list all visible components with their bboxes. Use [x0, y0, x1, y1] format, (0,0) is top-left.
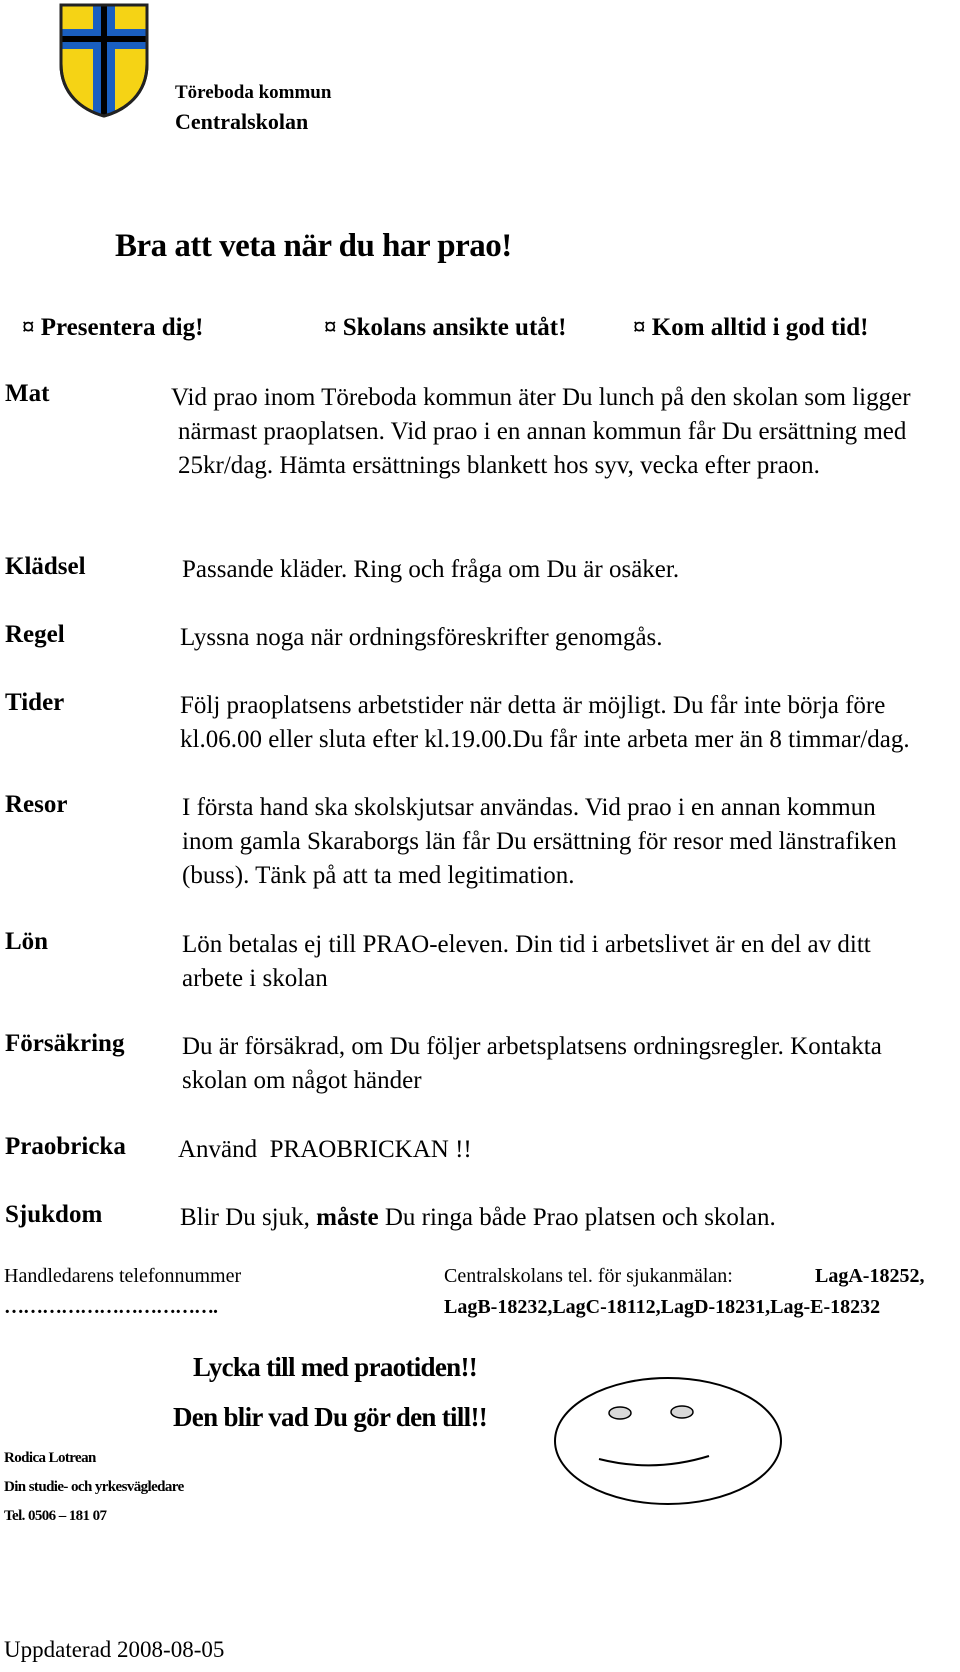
slogan-ansikte: ¤ Skolans ansikte utåt!: [324, 314, 567, 341]
closing-line-1: Lycka till med praotiden!!: [193, 1352, 478, 1382]
page-title: Bra att veta när du har prao!: [115, 228, 512, 264]
org-name: Töreboda kommun: [175, 82, 332, 103]
section-label-tider: Tider: [5, 689, 65, 716]
section-text-kladsel: Passande kläder. Ring och fråga om Du är osäker.: [182, 556, 680, 583]
smiley-face-icon: [552, 1375, 784, 1507]
coat-of-arms-icon: [58, 2, 150, 118]
signature-role: Din studie- och yrkesvägledare: [4, 1479, 184, 1495]
sick-report-label: Centralskolans tel. för sjukanmälan:: [444, 1265, 733, 1287]
slogan-tid: ¤ Kom alltid i god tid!: [633, 314, 869, 341]
closing-line-2: Den blir vad Du gör den till!!: [173, 1402, 488, 1432]
section-label-sjukdom: Sjukdom: [5, 1201, 103, 1228]
section-label-regel: Regel: [5, 621, 65, 648]
section-text-regel: Lyssna noga när ordningsföreskrifter genomgås.: [180, 624, 663, 651]
section-label-mat: Mat: [5, 380, 50, 407]
section-text-praobricka: Använd PRAOBRICKAN !!: [178, 1136, 472, 1163]
school-name: Centralskolan: [175, 109, 309, 134]
section-text-tider: Följ praoplatsens arbetstider när detta är möjligt. Du får inte börja före kl.06.00 eller sluta efter kl.19.00.Du får inte arbeta mer än 8 timmar/dag.: [180, 692, 910, 753]
section-text-lon: Lön betalas ej till PRAO-eleven. Din tid i arbetslivet är en del av ditt arbete i skolan: [182, 931, 871, 992]
handledare-phone-label: Handledarens telefonnummer: [4, 1265, 242, 1287]
section-label-praobricka: Praobricka: [5, 1133, 126, 1160]
sick-report-phone-a: LagA-18252,: [815, 1265, 925, 1287]
signature-name: Rodica Lotrean: [4, 1450, 96, 1466]
section-text-forsakring: Du är försäkrad, om Du följer arbetsplatsens ordningsregler. Kontakta skolan om något händer: [182, 1033, 882, 1094]
updated-date: Uppdaterad 2008-08-05: [4, 1637, 225, 1662]
section-label-kladsel: Klädsel: [5, 553, 86, 580]
slogan-presentera: ¤ Presentera dig!: [22, 314, 204, 341]
sick-report-phones: LagB-18232,LagC-18112,LagD-18231,Lag-E-18232: [444, 1296, 881, 1318]
signature-phone: Tel. 0506 – 181 07: [4, 1508, 107, 1524]
section-text-resor: I första hand ska skolskjutsar användas. Vid prao i en annan kommun inom gamla Skaraborgs län får Du ersättning för resor med länstrafiken (buss). Tänk på att ta med legitimation.: [182, 794, 897, 889]
section-text-sjukdom: Blir Du sjuk, måste Du ringa både Prao platsen och skolan.: [180, 1204, 776, 1231]
emphasis-maste: måste: [316, 1204, 379, 1231]
section-text-mat: Vid prao inom Töreboda kommun äter Du lunch på den skolan som ligger närmast praoplatsen. Vid prao i en annan kommun får Du ersättning med 25kr/dag. Hämta ersättnings blankett hos syv, vecka efter praon.: [171, 384, 911, 479]
handledare-phone-blank: …………………………….: [4, 1296, 217, 1318]
section-label-resor: Resor: [5, 791, 68, 818]
section-label-lon: Lön: [5, 928, 49, 955]
section-label-forsakring: Försäkring: [5, 1030, 125, 1057]
